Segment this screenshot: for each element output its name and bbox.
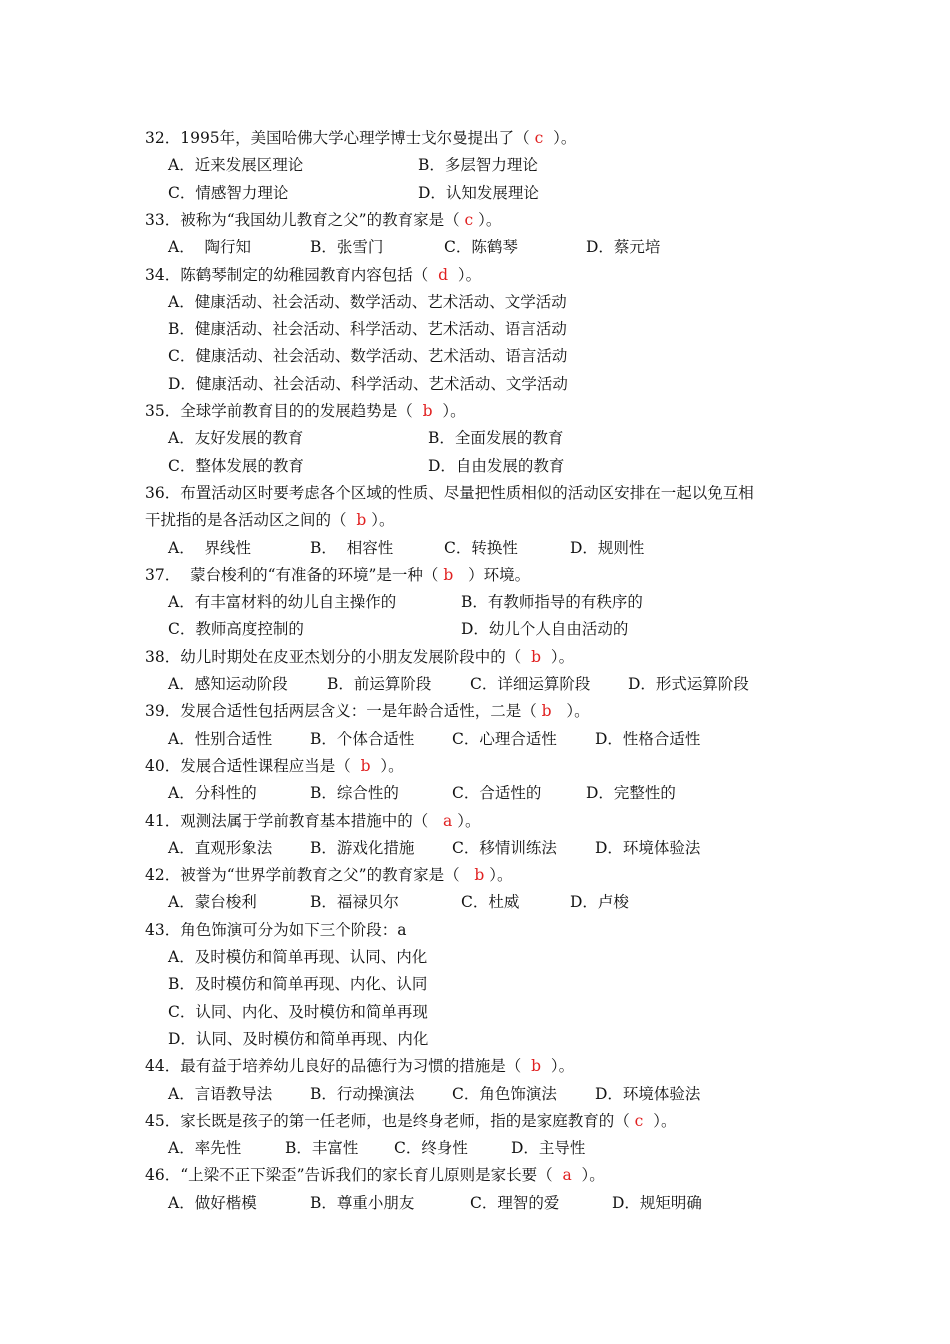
question-stem bbox=[145, 1056, 574, 1076]
stem-text: ）。 bbox=[543, 129, 577, 147]
question-stem bbox=[145, 1111, 676, 1131]
option-item: B．健康活动、社会活动、科学活动、艺术活动、语言活动 bbox=[168, 320, 567, 338]
question-stem bbox=[145, 920, 406, 940]
stem-text: ）。 bbox=[484, 866, 513, 884]
answer-mark: c bbox=[634, 1112, 644, 1130]
answer-mark: a bbox=[397, 921, 407, 939]
stem-text: 45．家长既是孩子的第一任老师，也是终身老师，指的是家庭教育的（ bbox=[145, 1112, 635, 1130]
stem-text: 42．被誉为“世界学前教育之父”的教育家是（ bbox=[145, 866, 475, 884]
option-item: A．率先性 bbox=[168, 1139, 242, 1157]
option-item: B．丰富性 bbox=[285, 1139, 359, 1157]
option-item: B．多层智力理论 bbox=[418, 156, 538, 174]
answer-mark: b bbox=[360, 757, 371, 775]
option-item: C．心理合适性 bbox=[452, 730, 557, 748]
option-item: C．陈鹤琴 bbox=[444, 238, 518, 256]
stem-text: 40．发展合适性课程应当是（ bbox=[145, 757, 361, 775]
option-item: B． 相容性 bbox=[310, 539, 394, 557]
option-item: A．近来发展区理论 bbox=[168, 156, 304, 174]
stem-text: 36．布置活动区时要考虑各个区域的性质、尽量把性质相似的活动区安排在一起以免互相 bbox=[145, 484, 754, 502]
question-stem bbox=[145, 210, 501, 230]
option-item: C．转换性 bbox=[444, 539, 518, 557]
stem-text: ）。 bbox=[432, 402, 466, 420]
option-item: D．形式运算阶段 bbox=[628, 675, 749, 693]
answer-mark: c bbox=[464, 211, 474, 229]
answer-mark: b bbox=[531, 1057, 542, 1075]
option-item: B．行动操演法 bbox=[310, 1085, 415, 1103]
stem-text: ）环境。 bbox=[453, 566, 531, 584]
stem-text: 38．幼儿时期处在皮亚杰划分的小朋友发展阶段中的（ bbox=[145, 648, 532, 666]
stem-text: 32．1995年，美国哈佛大学心理学博士戈尔曼提出了（ bbox=[145, 129, 535, 147]
option-item: D．主导性 bbox=[511, 1139, 586, 1157]
stem-text: 35．全球学前教育目的的发展趋势是（ bbox=[145, 402, 423, 420]
option-item: C．角色饰演法 bbox=[452, 1085, 557, 1103]
question-stem bbox=[145, 510, 394, 530]
option-item: D．幼儿个人自由活动的 bbox=[461, 620, 629, 638]
option-item: B．综合性的 bbox=[310, 784, 399, 802]
option-item: A． 界线性 bbox=[168, 539, 252, 557]
option-item: B．个体合适性 bbox=[310, 730, 415, 748]
option-item: D．环境体验法 bbox=[595, 839, 701, 857]
answer-mark: b bbox=[443, 566, 454, 584]
stem-text: 39．发展合适性包括两层含义：一是年龄合适性，二是（ bbox=[145, 702, 542, 720]
question-stem bbox=[145, 483, 754, 503]
question-stem bbox=[145, 1165, 605, 1185]
question-stem bbox=[145, 865, 512, 885]
option-item: D．认知发展理论 bbox=[418, 184, 539, 202]
question-stem bbox=[145, 265, 481, 285]
option-item: C．情感智力理论 bbox=[168, 184, 289, 202]
option-item: D．规则性 bbox=[570, 539, 645, 557]
question-stem bbox=[145, 565, 530, 585]
stem-text: ）。 bbox=[452, 812, 481, 830]
option-item: B．福禄贝尔 bbox=[310, 893, 399, 911]
option-item: C．整体发展的教育 bbox=[168, 457, 304, 475]
option-item: D．认同、及时模仿和简单再现、内化 bbox=[168, 1030, 429, 1048]
stem-text: ）。 bbox=[366, 511, 395, 529]
stem-text: ）。 bbox=[448, 266, 482, 284]
answer-mark: a bbox=[562, 1166, 572, 1184]
stem-text: 34．陈鹤琴制定的幼稚园教育内容包括（ bbox=[145, 266, 439, 284]
option-item: C．理智的爱 bbox=[470, 1194, 560, 1212]
option-item: A．性别合适性 bbox=[168, 730, 273, 748]
option-item: C．合适性的 bbox=[452, 784, 542, 802]
option-item: C．教师高度控制的 bbox=[168, 620, 304, 638]
option-item: C．详细运算阶段 bbox=[470, 675, 591, 693]
stem-text: ）。 bbox=[370, 757, 404, 775]
answer-mark: b bbox=[531, 648, 542, 666]
option-item: A．友好发展的教育 bbox=[168, 429, 304, 447]
option-item: D．自由发展的教育 bbox=[428, 457, 565, 475]
stem-text: ）。 bbox=[473, 211, 502, 229]
stem-text: ）。 bbox=[541, 648, 575, 666]
option-item: D．环境体验法 bbox=[595, 1085, 701, 1103]
option-item: B．张雪门 bbox=[310, 238, 384, 256]
option-item: D．性格合适性 bbox=[595, 730, 701, 748]
question-stem bbox=[145, 128, 576, 148]
option-item: C．杜威 bbox=[461, 893, 520, 911]
question-stem bbox=[145, 701, 590, 721]
answer-mark: b bbox=[356, 511, 367, 529]
answer-mark: b bbox=[474, 866, 485, 884]
option-item: A．感知运动阶段 bbox=[168, 675, 288, 693]
stem-text: 41．观测法属于学前教育基本措施中的（ bbox=[145, 812, 444, 830]
answer-mark: a bbox=[443, 812, 453, 830]
option-item: C．终身性 bbox=[394, 1139, 468, 1157]
question-stem bbox=[145, 647, 574, 667]
stem-text: 37． 蒙台梭利的“有准备的环境”是一种（ bbox=[145, 566, 444, 584]
answer-mark: c bbox=[534, 129, 544, 147]
option-item: A．有丰富材料的幼儿自主操作的 bbox=[168, 593, 397, 611]
option-item: C．移情训练法 bbox=[452, 839, 557, 857]
stem-text: 43．角色饰演可分为如下三个阶段： bbox=[145, 921, 398, 939]
stem-text: ）。 bbox=[571, 1166, 605, 1184]
option-item: A．及时模仿和简单再现、认同、内化 bbox=[168, 948, 428, 966]
option-item: D．完整性的 bbox=[586, 784, 676, 802]
option-item: B．游戏化措施 bbox=[310, 839, 415, 857]
stem-text: 干扰指的是各活动区之间的（ bbox=[145, 511, 357, 529]
option-item: A．健康活动、社会活动、数学活动、艺术活动、文学活动 bbox=[168, 293, 567, 311]
option-item: C．健康活动、社会活动、数学活动、艺术活动、语言活动 bbox=[168, 347, 568, 365]
option-item: A．直观形象法 bbox=[168, 839, 273, 857]
option-item: B．及时模仿和简单再现、内化、认同 bbox=[168, 975, 428, 993]
option-item: D．健康活动、社会活动、科学活动、艺术活动、文学活动 bbox=[168, 375, 568, 393]
option-item: D．卢梭 bbox=[570, 893, 629, 911]
option-item: A．蒙台梭利 bbox=[168, 893, 257, 911]
option-item: D．规矩明确 bbox=[612, 1194, 702, 1212]
answer-mark: d bbox=[438, 266, 449, 284]
stem-text: 46．“上梁不正下梁歪”告诉我们的家长育儿原则是家长要（ bbox=[145, 1166, 563, 1184]
option-item: C．认同、内化、及时模仿和简单再现 bbox=[168, 1003, 428, 1021]
option-item: B．尊重小朋友 bbox=[310, 1194, 415, 1212]
stem-text: 33．被称为“我国幼儿教育之父”的教育家是（ bbox=[145, 211, 465, 229]
option-item: A．做好楷模 bbox=[168, 1194, 257, 1212]
option-item: B．全面发展的教育 bbox=[428, 429, 564, 447]
option-item: B．前运算阶段 bbox=[327, 675, 432, 693]
option-item: B．有教师指导的有秩序的 bbox=[461, 593, 643, 611]
option-item: A． 陶行知 bbox=[168, 238, 252, 256]
stem-text: ）。 bbox=[551, 702, 590, 720]
stem-text: ）。 bbox=[643, 1112, 677, 1130]
stem-text: ）。 bbox=[541, 1057, 575, 1075]
option-item: A．言语教导法 bbox=[168, 1085, 273, 1103]
stem-text: 44．最有益于培养幼儿良好的品德行为习惯的措施是（ bbox=[145, 1057, 532, 1075]
question-stem bbox=[145, 756, 404, 776]
answer-mark: b bbox=[541, 702, 552, 720]
option-item: A．分科性的 bbox=[168, 784, 257, 802]
question-stem bbox=[145, 811, 480, 831]
answer-mark: b bbox=[422, 402, 433, 420]
question-stem bbox=[145, 401, 466, 421]
option-item: D．蔡元培 bbox=[586, 238, 661, 256]
